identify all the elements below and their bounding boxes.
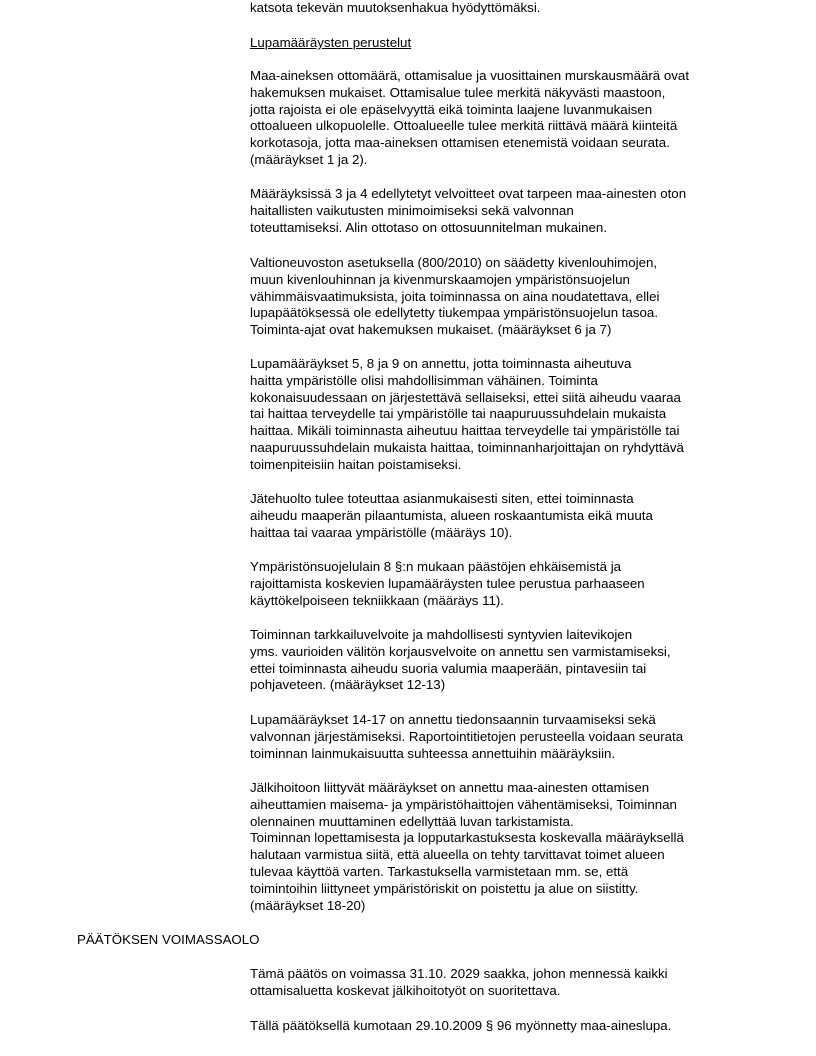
- paragraph-8-line: Lupamääräykset 14-17 on annettu tiedonsaannin turvaamiseksi sekä: [250, 712, 656, 727]
- paragraph-3-line: vähimmäisvaatimuksista, joita toiminnassa on aina noudatettava, ellei: [250, 288, 660, 304]
- paragraph-3-line: Valtioneuvoston asetuksella (800/2010) on säädetty kivenlouhimojen,: [250, 255, 658, 270]
- top-line: katsota tekevän muutoksenhakua hyödyttömäksi.: [250, 0, 541, 15]
- subheading-lupamaaraysten-perustelut: Lupamääräysten perustelut: [250, 35, 412, 50]
- paragraph-2-line: haitallisten vaikutusten minimoimiseksi sekä valvonnan: [250, 202, 574, 218]
- paragraph-9-line: aiheuttamien maisema- ja ympäristöhaittojen vähentämiseksi, Toiminnan: [250, 796, 677, 812]
- paragraph-6-line: käyttökelpoiseen tekniikkaan (määräys 11).: [250, 592, 504, 608]
- paragraph-9-line: toimintoihin liittyneet ympäristöriskit on poistettu ja alue on siistitty.: [250, 880, 639, 896]
- paragraph-7-line: pohjaveteen. (määräykset 12-13): [250, 677, 446, 693]
- paragraph-5-line: aiheudu maaperän pilaantumista, alueen roskaantumista eikä muuta: [250, 507, 653, 523]
- paragraph-8-line: valvonnan järjestämiseksi. Raportointitietojen perusteella voidaan seurata: [250, 728, 684, 744]
- paragraph-4-line: kokonaisuudessaan on järjestettävä sellaiseksi, ettei siitä aiheudu vaaraa: [250, 389, 681, 405]
- paragraph-7-line: Toiminnan tarkkailuvelvoite ja mahdollisesti syntyvien laitevikojen: [250, 627, 633, 642]
- paragraph-9-line: Toiminnan lopettamisesta ja lopputarkastuksesta koskevalla määräyksellä: [250, 830, 684, 846]
- paragraph-9-line: (määräykset 18-20): [250, 897, 366, 913]
- paragraph-4-line: haittaa. Mikäli toiminnasta aiheutuu haittaa terveydelle tai ympäristölle tai: [250, 423, 680, 439]
- paragraph-4-line: toimenpiteisiin haitan poistamiseksi.: [250, 456, 462, 472]
- section-paragraph-1-line: Tämä päätös on voimassa 31.10. 2029 saakka, johon mennessä kaikki: [250, 966, 668, 981]
- paragraph-9-line: Jälkihoitoon liittyvät määräykset on annettu maa-ainesten ottamisen: [250, 780, 650, 795]
- paragraph-9-line: olennainen muuttaminen edellyttää luvan tarkistamista.: [250, 813, 574, 829]
- paragraph-1-line: ottoalueen ulkopuolelle. Ottoalueelle tulee merkitä riittävä määrä kiinteitä: [250, 118, 678, 134]
- section-paragraph-1-line: ottamisaluetta koskevat jälkihoitotyöt on suoritettava.: [250, 982, 561, 998]
- paragraph-4-line: Lupamääräykset 5, 8 ja 9 on annettu, jotta toiminnasta aiheutuva: [250, 356, 632, 371]
- paragraph-6-line: rajoittamista koskevien lupamääräysten tulee perustua parhaaseen: [250, 575, 645, 591]
- paragraph-1-line: jotta rajoista ei ole epäselvyyttä eikä toiminta laajene luvanmukaisen: [250, 101, 653, 117]
- paragraph-8-line: toiminnan lainmukaisuutta suhteessa annettuihin määräyksiin.: [250, 745, 616, 761]
- paragraph-9-line: tulevaa käyttöä varten. Tarkastuksella varmistetaan mm. se, että: [250, 864, 629, 879]
- paragraph-3-line: Toiminta-ajat ovat hakemuksen mukaiset. (määräykset 6 ja 7): [250, 322, 612, 338]
- paragraph-6-line: Ympäristönsuojelulain 8 §:n mukaan päästöjen ehkäisemistä ja: [250, 559, 622, 574]
- paragraph-7-line: ettei toiminnasta aiheudu suoria valumia maaperään, pintavesiin tai: [250, 660, 647, 676]
- paragraph-3-line: muun kivenlouhinnan ja kivenmurskaamojen ympäristönsuojelun: [250, 271, 630, 287]
- paragraph-4-line: naapuruussuhdelain mukaista haittaa, toiminnanharjoittajan on ryhdyttävä: [250, 440, 684, 455]
- paragraph-9-line: halutaan varmistua siitä, että alueella on tehty tarvittavat toimet alueen: [250, 847, 665, 863]
- paragraph-4-line: tai haittaa terveydelle tai ympäristölle tai naapuruussuhdelain mukaista: [250, 406, 667, 422]
- paragraph-2-line: toteuttamiseksi. Alin ottotaso on ottosuunnitelman mukainen.: [250, 219, 608, 235]
- paragraph-2-line: Määräyksissä 3 ja 4 edellytetyt velvoitteet ovat tarpeen maa-ainesten oton: [250, 186, 687, 201]
- paragraph-1-line: Maa-aineksen ottomäärä, ottamisalue ja vuosittainen murskausmäärä ovat: [250, 68, 690, 83]
- paragraph-3-line: lupapäätöksessä ole edellytetty tiukempaa ympäristönsuojelun tasoa.: [250, 305, 659, 321]
- paragraph-5-line: Jätehuolto tulee toteuttaa asianmukaisesti siten, ettei toiminnasta: [250, 491, 634, 506]
- paragraph-4-line: haitta ympäristölle olisi mahdollisimman vähäinen. Toiminta: [250, 372, 598, 388]
- section-paragraph-2-line: Tällä päätöksellä kumotaan 29.10.2009 § 96 myönnetty maa-aineslupa.: [250, 1018, 672, 1033]
- paragraph-1-line: korkotasoja, jotta maa-aineksen ottamisen etenemistä voidaan seurata.: [250, 135, 670, 151]
- paragraph-7-line: yms. vaurioiden välitön korjausvelvoite on annettu sen varmistamiseksi,: [250, 643, 671, 659]
- paragraph-1-line: hakemuksen mukaiset. Ottamisalue tulee merkitä näkyvästi maastoon,: [250, 84, 666, 100]
- paragraph-5-line: haittaa tai vaaraa ympäristölle (määräys 10).: [250, 524, 513, 540]
- section-heading-voimassaolo: PÄÄTÖKSEN VOIMASSAOLO: [77, 932, 260, 947]
- paragraph-1-line: (määräykset 1 ja 2).: [250, 152, 368, 167]
